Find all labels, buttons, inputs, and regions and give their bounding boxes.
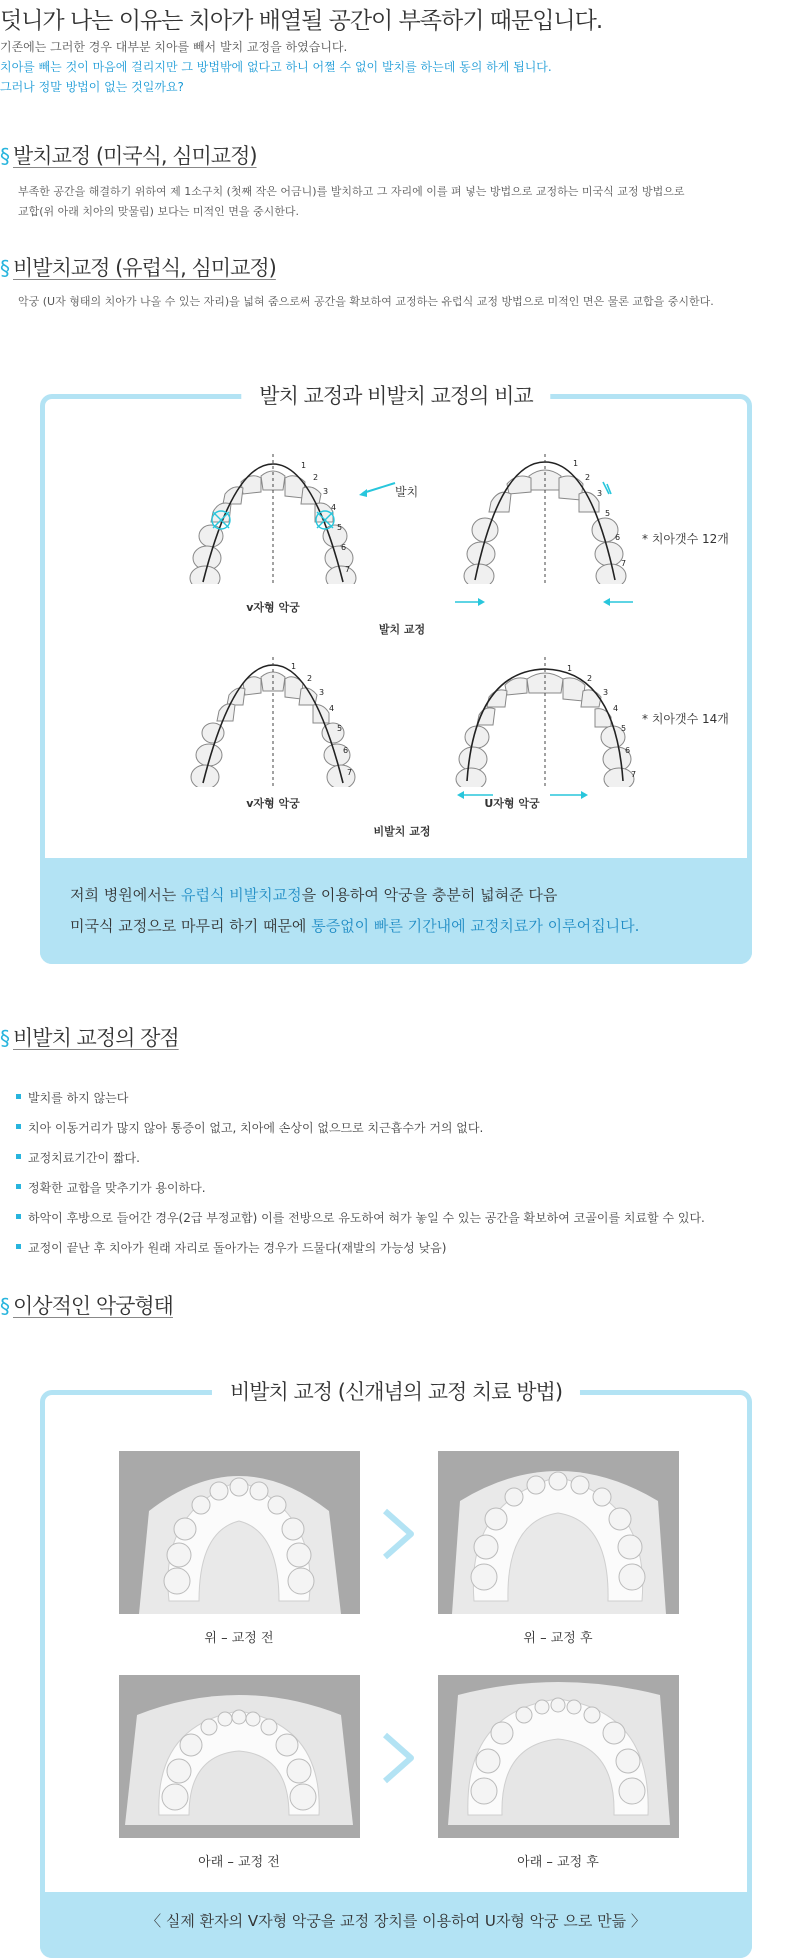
tooth-number: 3 [319, 688, 325, 697]
caption-upper-before: 위 – 교정 전 [204, 1631, 274, 1646]
list-item: 발치를 하지 않는다 [16, 1090, 705, 1120]
arch-after-extraction-diagram [445, 454, 645, 584]
tooth-number: 1 [573, 459, 579, 468]
comparison-title: 발치 교정과 비발치 교정의 비교 [241, 380, 550, 410]
section-mark-icon: § [0, 256, 9, 280]
row2-caption: 비발치 교정 [373, 825, 431, 838]
highlight-painless: 통증없이 빠른 기간내에 교정치료가 이루어집니다. [311, 917, 640, 935]
list-item: 하악이 후방으로 들어간 경우(2급 부정교합) 이를 전방으로 유도하여 혀가 놓일 수 있는 공간을 확보하여 코골이를 치료할 수 있다. [16, 1210, 705, 1240]
comparison-summary-text: 저희 병원에서는 유럽식 비발치교정을 이용하여 악궁을 충분히 넓혀준 다음 미국식 교정으로 마무리 하기 때문에 통증없이 빠른 기간내에 교정치료가 이루어집니다. [70, 886, 640, 935]
bullet-icon [16, 1094, 21, 1099]
bullet-icon [16, 1184, 21, 1189]
section-title-extraction: § 발치교정 (미국식, 심미교정) [0, 144, 257, 168]
tooth-number: 5 [605, 509, 611, 518]
v-arch-label-row1: v자형 악궁 [246, 601, 300, 614]
teeth-count-14: * 치아갯수 14개 [642, 712, 729, 726]
bullet-icon [16, 1154, 21, 1159]
upper-before-photo [119, 1451, 360, 1614]
chevron-right-icon [381, 1731, 417, 1785]
tooth-number: 1 [301, 461, 307, 470]
tooth-number: 2 [313, 473, 319, 482]
caption-upper-after: 위 – 교정 후 [523, 1631, 593, 1646]
method-summary-band [40, 1892, 752, 1958]
method-box [40, 1380, 752, 1958]
tooth-number: 2 [587, 674, 593, 683]
tooth-number: 6 [625, 746, 631, 755]
tooth-number: 4 [613, 704, 619, 713]
bullet-icon [16, 1124, 21, 1129]
comparison-summary-band [40, 858, 752, 964]
tooth-number: 7 [631, 770, 637, 779]
intro-line-3: 그러나 정말 방법이 없는 것일까요? [0, 80, 184, 94]
extraction-label: 발치 [395, 485, 419, 499]
tooth-number: 4 [329, 704, 335, 713]
tooth-number: 2 [307, 674, 313, 683]
section-desc-non-extraction: 악궁 (U자 형태의 치아가 나올 수 있는 자리)을 넓혀 줌으로써 공간을 확보하여 교정하는 유럽식 교정 방법으로 미적인 면은 물론 교합을 중시한다. [18, 295, 714, 308]
tooth-number: 3 [323, 487, 329, 496]
advantages-list [16, 1090, 705, 1270]
list-item: 교정이 끝난 후 치아가 원래 자리로 돌아가는 경우가 드물다(재발의 가능성 낮음) [16, 1240, 705, 1270]
tooth-number: 5 [621, 724, 627, 733]
section-mark-icon: § [0, 1026, 9, 1050]
tooth-number: 1 [567, 664, 573, 673]
intro-line-1: 기존에는 그러한 경우 대부분 치아를 빼서 발치 교정을 하였습니다. [0, 40, 348, 54]
section-title-non-extraction: § 비발치교정 (유럽식, 심미교정) [0, 256, 276, 280]
lower-before-photo [119, 1675, 360, 1838]
row1-caption: 발치 교정 [378, 623, 426, 636]
page-headline: 덧니가 나는 이유는 치아가 배열될 공간이 부족하기 때문입니다. [0, 8, 603, 34]
list-item: 교정치료기간이 짧다. [16, 1150, 705, 1180]
tooth-number: 4 [331, 503, 337, 512]
section-mark-icon: § [0, 144, 9, 168]
tooth-number: 3 [597, 489, 603, 498]
tooth-number: 6 [341, 543, 347, 552]
method-title: 비발치 교정 (신개념의 교정 치료 방법) [212, 1376, 580, 1406]
tooth-number: 3 [603, 688, 609, 697]
caption-lower-before: 아래 – 교정 전 [198, 1855, 280, 1870]
list-item: 정확한 교합을 맞추기가 용이하다. [16, 1180, 705, 1210]
tooth-number: 5 [337, 724, 343, 733]
section-title-advantages: § 비발치 교정의 장점 [0, 1026, 179, 1050]
method-summary-text: 〈 실제 환자의 V자형 악궁을 교정 장치를 이용하여 U자형 악궁 으로 만듦 〉 [146, 1912, 646, 1930]
caption-lower-after: 아래 – 교정 후 [517, 1855, 599, 1870]
tooth-number: 1 [291, 662, 297, 671]
chevron-right-icon [381, 1507, 417, 1561]
tooth-number: 7 [345, 565, 351, 574]
tooth-number: 6 [343, 746, 349, 755]
intro-line-2: 치아를 빼는 것이 마음에 걸리지만 그 방법밖에 없다고 하니 어쩔 수 없이 발치를 하는데 동의 하게 됩니다. [0, 60, 552, 74]
comparison-box [40, 384, 752, 964]
u-arch-label: U자형 악궁 [484, 797, 540, 810]
u-arch-diagram [445, 657, 645, 787]
tooth-number: 6 [615, 533, 621, 542]
tooth-number: 5 [337, 523, 343, 532]
v-arch-diagram [173, 657, 373, 787]
teeth-count-12: * 치아갯수 12개 [642, 532, 729, 546]
bullet-icon [16, 1214, 21, 1219]
intro-text [0, 37, 552, 97]
tooth-number: 7 [347, 768, 353, 777]
v-arch-label-row2: v자형 악궁 [246, 797, 300, 810]
bullet-icon [16, 1244, 21, 1249]
highlight-european: 유럽식 비발치교정 [180, 886, 302, 904]
list-item: 치아 이동거리가 많지 않아 통증이 없고, 치아에 손상이 없으므로 치근흡수가 거의 없다. [16, 1120, 705, 1150]
u-arch-right-arrow-icon [550, 788, 590, 802]
arch-narrow-arrows [455, 595, 635, 609]
section-title-ideal: § 이상적인 악궁형태 [0, 1294, 173, 1318]
lower-after-photo [438, 1675, 679, 1838]
upper-after-photo [438, 1451, 679, 1614]
v-arch-extraction-diagram [173, 454, 373, 584]
section-desc-extraction: 부족한 공간을 해결하기 위하여 제 1소구치 (첫째 작은 어금니)를 발치하고 그 자리에 이를 펴 넣는 방법으로 교정하는 미국식 교정 방법으로 교합(위 아래 치아의 맞물림) 보다는 미적인 면을 중시한다. [18, 185, 685, 218]
extraction-arrow-icon [357, 479, 397, 499]
tooth-number: 7 [621, 559, 627, 568]
section-mark-icon: § [0, 1294, 9, 1318]
tooth-number: 2 [585, 473, 591, 482]
